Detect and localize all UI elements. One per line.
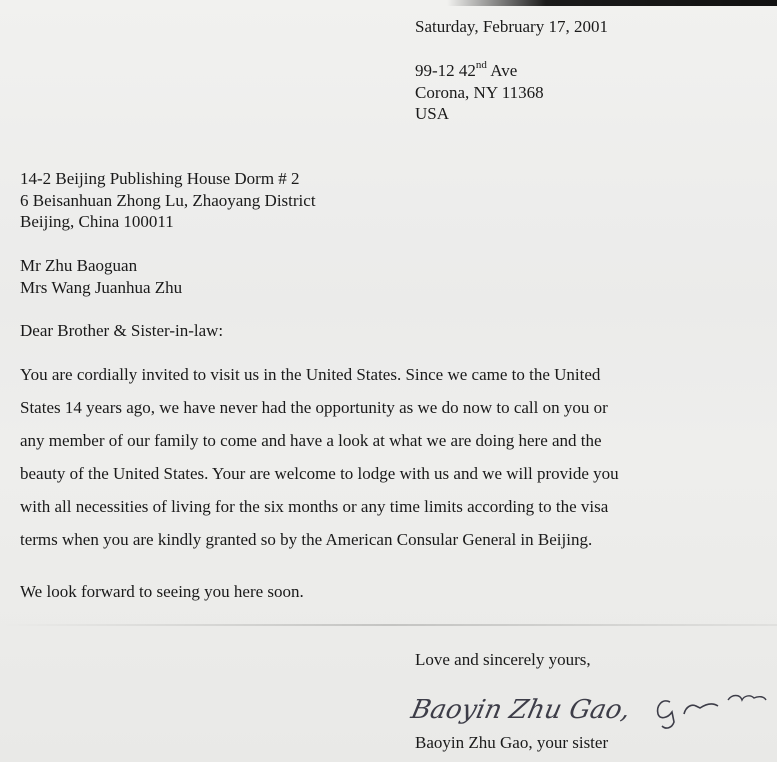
- body-line: States 14 years ago, we have never had the opportunity as we do now to call on you or: [20, 398, 608, 417]
- sender-address-line-3: USA: [415, 104, 450, 123]
- signature-flourish: [658, 701, 674, 728]
- body-line: beauty of the United States. Your are welcome to lodge with us and we will provide you: [20, 464, 619, 483]
- body-line: terms when you are kindly granted so by the American Consular General in Beijing.: [20, 530, 593, 549]
- paper-fold-line: [0, 624, 777, 626]
- body-line: You are cordially invited to visit us in the United States. Since we came to the United: [20, 365, 601, 384]
- valediction: Love and sincerely yours,: [415, 650, 591, 669]
- scan-edge-shadow: [447, 0, 777, 6]
- recipient-name-1: Mr Zhu Baoguan: [20, 256, 138, 275]
- salutation: Dear Brother & Sister-in-law:: [20, 321, 224, 340]
- body-line: with all necessities of living for the six months or any time limits according to the visa: [20, 497, 609, 516]
- handwritten-signature: [400, 680, 770, 732]
- signature-text: Baoyin Zhu Gao,: [408, 695, 633, 725]
- letter-body: [20, 358, 720, 556]
- signer-name: Baoyin Zhu Gao, your sister: [415, 733, 609, 752]
- signature-flourish: [728, 696, 766, 701]
- recipient-address-line-3: Beijing, China 100011: [20, 212, 174, 231]
- closing-line: We look forward to seeing you here soon.: [20, 582, 304, 601]
- signature-flourish: [684, 704, 718, 714]
- recipient-name-2: Mrs Wang Juanhua Zhu: [20, 278, 183, 297]
- body-line: any member of our family to come and have a look at what we are doing here and the: [20, 431, 602, 450]
- letter-date: Saturday, February 17, 2001: [415, 17, 608, 36]
- recipient-address-line-1: 14-2 Beijing Publishing House Dorm # 2: [20, 169, 300, 188]
- sender-address-line-2: Corona, NY 11368: [415, 83, 544, 102]
- recipient-address-line-2: 6 Beisanhuan Zhong Lu, Zhaoyang District: [20, 191, 316, 210]
- sender-address-line-1: 99-12 42nd Ave: [415, 59, 518, 80]
